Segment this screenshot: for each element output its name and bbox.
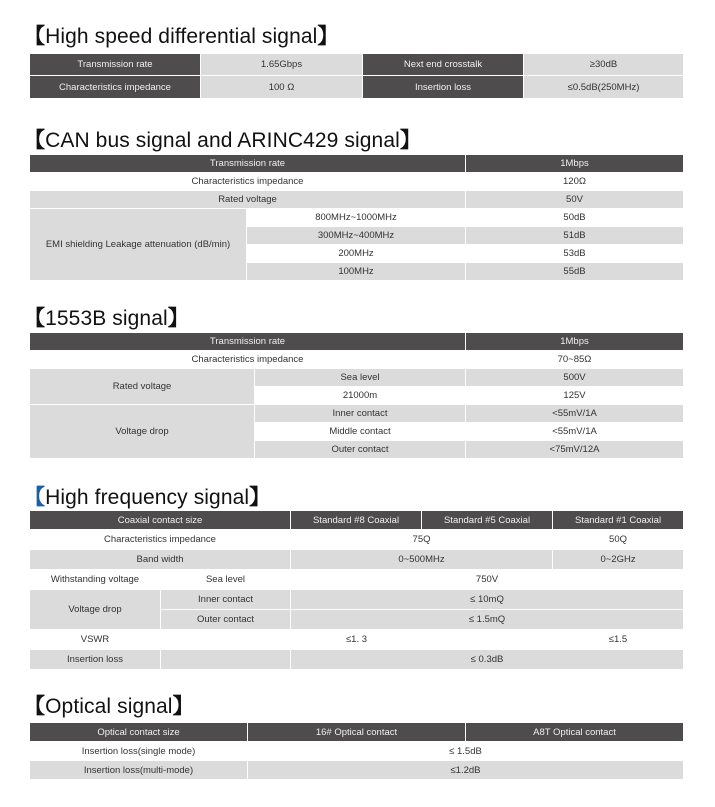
freq-cell: 100MHz	[247, 263, 466, 281]
section-title-high-speed	[24, 20, 339, 50]
title-text: Optical signal	[45, 695, 173, 718]
table-row	[30, 54, 684, 76]
label-cell: Rated voltage	[30, 191, 466, 209]
optical-table	[29, 722, 684, 780]
value-cell: ≤0.5dB(250MHz)	[524, 76, 684, 99]
high-frequency-table	[29, 510, 684, 670]
value-cell: 1Mbps	[466, 333, 684, 351]
label-cell: Band width	[30, 550, 291, 570]
value-cell: 53dB	[466, 245, 684, 263]
voltage-drop-label: Voltage drop	[30, 590, 161, 630]
close-bracket: 】	[167, 307, 189, 330]
close-bracket: 】	[249, 486, 271, 509]
value-cell: 0~2GHz	[553, 550, 684, 570]
open-bracket: 【	[24, 25, 46, 48]
value-cell: <55mV/1A	[466, 405, 684, 423]
open-bracket: 【	[24, 307, 46, 330]
table-row	[30, 570, 684, 590]
voltage-drop-label: Voltage drop	[30, 405, 255, 459]
label-cell: Transmission rate	[30, 155, 466, 173]
high-speed-table	[29, 53, 684, 99]
header-cell: Optical contact size	[30, 723, 248, 742]
table-row	[30, 511, 684, 530]
1553b-table	[29, 332, 684, 459]
close-bracket: 】	[172, 695, 194, 718]
table-row	[30, 590, 684, 610]
label-cell: Characteristics impedance	[30, 530, 291, 550]
close-bracket: 】	[399, 129, 421, 152]
emi-label-cell: EMI shielding Leakage attenuation (dB/min)	[30, 209, 247, 281]
table-row	[30, 155, 684, 173]
freq-cell: 300MHz~400MHz	[247, 227, 466, 245]
value-cell: ≤1.5	[553, 630, 684, 650]
label-cell: Characteristics impedance	[30, 351, 466, 369]
header-cell: Standard #5 Coaxial	[422, 511, 553, 530]
open-bracket: 【	[24, 486, 46, 509]
label-cell: Withstanding voltage	[30, 570, 161, 590]
value-cell: 100 Ω	[201, 76, 363, 99]
value-cell: ≤ 0.3dB	[291, 650, 684, 670]
table-row	[30, 630, 684, 650]
value-cell: <55mV/1A	[466, 423, 684, 441]
can-bus-table	[29, 154, 684, 281]
value-cell: ≥30dB	[524, 54, 684, 76]
header-cell: Coaxial contact size	[30, 511, 291, 530]
table-row	[30, 405, 684, 423]
value-cell: 75Q	[291, 530, 553, 550]
table-row	[30, 650, 684, 670]
header-cell: Standard #8 Coaxial	[291, 511, 422, 530]
label-cell: Transmission rate	[30, 54, 201, 76]
label-cell: Characteristics impedance	[30, 76, 201, 99]
open-bracket: 【	[24, 695, 46, 718]
value-cell: 125V	[466, 387, 684, 405]
header-cell: Standard #1 Coaxial	[553, 511, 684, 530]
value-cell: 0~500MHz	[291, 550, 553, 570]
table-row	[30, 530, 684, 550]
empty-cell	[161, 650, 291, 670]
value-cell: ≤1. 3	[161, 630, 553, 650]
contact-cell: Middle contact	[255, 423, 466, 441]
value-cell: 51dB	[466, 227, 684, 245]
contact-cell: Outer contact	[255, 441, 466, 459]
table-row	[30, 191, 684, 209]
value-cell: 50V	[466, 191, 684, 209]
label-cell: Insertion loss	[363, 76, 524, 99]
title-text: High frequency signal	[45, 486, 250, 509]
close-bracket: 】	[317, 25, 339, 48]
condition-cell: 21000m	[255, 387, 466, 405]
contact-cell: Outer contact	[161, 610, 291, 630]
value-cell: 1.65Gbps	[201, 54, 363, 76]
table-row	[30, 761, 684, 780]
value-cell: <75mV/12A	[466, 441, 684, 459]
table-row	[30, 351, 684, 369]
value-cell: 120Ω	[466, 173, 684, 191]
table-row	[30, 369, 684, 387]
contact-cell: Inner contact	[161, 590, 291, 610]
freq-cell: 200MHz	[247, 245, 466, 263]
table-row	[30, 173, 684, 191]
label-cell: Next end crosstalk	[363, 54, 524, 76]
value-cell: ≤ 10mQ	[291, 590, 684, 610]
label-cell: Insertion loss(multi-mode)	[30, 761, 248, 780]
value-cell: 750V	[291, 570, 684, 590]
section-title-high-frequency	[24, 481, 270, 511]
label-cell: Insertion loss(single mode)	[30, 742, 248, 761]
contact-cell: Inner contact	[255, 405, 466, 423]
table-row	[30, 333, 684, 351]
label-cell: Insertion loss	[30, 650, 161, 670]
title-text: 1553B signal	[45, 307, 168, 330]
label-cell: Transmission rate	[30, 333, 466, 351]
table-row	[30, 742, 684, 761]
title-text: CAN bus signal and ARINC429 signal	[45, 129, 400, 152]
condition-cell: Sea level	[255, 369, 466, 387]
condition-cell: Sea level	[161, 570, 291, 590]
freq-cell: 800MHz~1000MHz	[247, 209, 466, 227]
header-cell: 16# Optical contact	[248, 723, 466, 742]
value-cell: ≤1.2dB	[248, 761, 684, 780]
section-title-can-bus	[24, 124, 421, 154]
value-cell: 1Mbps	[466, 155, 684, 173]
open-bracket: 【	[24, 129, 46, 152]
value-cell: ≤ 1.5dB	[248, 742, 684, 761]
title-text: High speed differential signal	[45, 25, 318, 48]
value-cell: 500V	[466, 369, 684, 387]
table-row	[30, 723, 684, 742]
table-row	[30, 550, 684, 570]
label-cell: Characteristics impedance	[30, 173, 466, 191]
table-row	[30, 76, 684, 99]
value-cell: ≤ 1.5mQ	[291, 610, 684, 630]
value-cell: 55dB	[466, 263, 684, 281]
value-cell: 50Q	[553, 530, 684, 550]
value-cell: 70~85Ω	[466, 351, 684, 369]
value-cell: 50dB	[466, 209, 684, 227]
section-title-optical	[24, 690, 194, 720]
header-cell: A8T Optical contact	[466, 723, 684, 742]
table-row	[30, 209, 684, 227]
label-cell: VSWR	[30, 630, 161, 650]
section-title-1553b	[24, 302, 189, 332]
rated-voltage-label: Rated voltage	[30, 369, 255, 405]
